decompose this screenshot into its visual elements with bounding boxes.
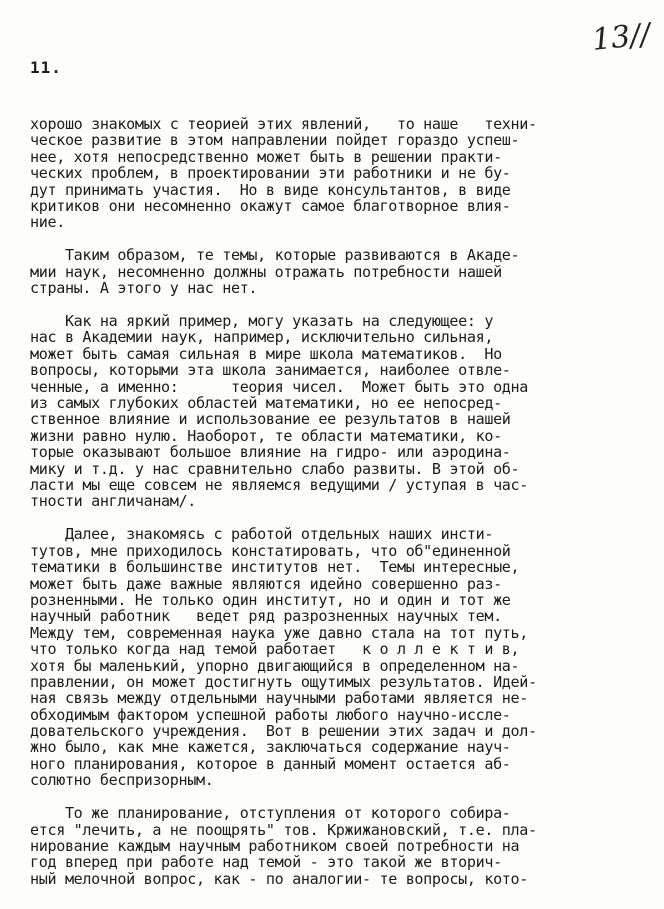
text-line: нирование каждым научным работником своей потребности на [30, 837, 520, 855]
text-line: ние. [30, 213, 65, 232]
text-line: хорошо знакомых с теорией этих явлений, то наше техни- [30, 115, 537, 133]
text-line: ченные, а именно: теория чисел. Может быть это одна [30, 377, 529, 396]
text-line: ный мелочной вопрос, как - по аналогии- те вопросы, кото- [30, 869, 529, 888]
paragraph [30, 116, 644, 231]
text-line: может быть самая сильная в мире школа математиков. Но [30, 344, 502, 363]
text-line: довательского учреждения. Вот в решении этих задач и дол- [30, 722, 537, 741]
text-line: нас в Академии наук, например, исключительно сильная, [30, 328, 494, 347]
text-line: страны. А этого у нас нет. [30, 279, 258, 298]
text-line: розненными. Не только один институт, но и один и тот же [30, 590, 511, 609]
text-line: тематики в большинстве институтов нет. Темы интересные, [30, 558, 520, 577]
text-line: ется "лечить, а не поощрять" тов. Кржижановский, т.е. пла- [30, 820, 537, 839]
text-line: жизни равно нулю. Наоборот, те области математики, ко- [30, 426, 502, 445]
document-body [30, 116, 644, 887]
text-line: может быть даже важные являются идейно совершенно раз- [30, 574, 502, 593]
text-line: То же планирование, отступления от которого собира- [30, 804, 511, 823]
text-line: Как на яркий пример, могу указать на следующее: у [30, 312, 494, 331]
text-line: Между тем, современная наука уже давно стала на тот путь, [30, 623, 529, 642]
text-line: вопросы, которыми эта школа занимается, наиболее отвле- [30, 361, 511, 380]
text-line: ственное влияние и использование ее результатов в нашей [30, 410, 511, 429]
text-line: торые оказывают большое влияние на гидро- или аэродина- [30, 443, 511, 462]
paragraph [30, 313, 644, 510]
text-line: научный работник ведет ряд разрозненных научных тем. [30, 607, 502, 626]
text-line: из самых глубоких областей математики, но ее непосред- [30, 394, 502, 413]
text-line: критиков они несомненно окажут самое благотворное влия- [30, 196, 511, 215]
text-line: жно было, как мне кажется, заключаться содержание науч- [30, 738, 511, 757]
text-line: мии наук, несомненно должны отражать потребности нашей [30, 262, 502, 281]
text-line: год вперед при работе над темой - это такой же вторич- [30, 853, 502, 872]
paragraph [30, 805, 644, 887]
text-line: ная связь между отдельными научными работами является не- [30, 689, 529, 708]
text-line: ческих проблем, в проектировании эти работники и не бу- [30, 164, 511, 183]
text-line: ласти мы еще совсем не являемся ведущими / уступая в час- [30, 476, 529, 494]
page-number: 11. [30, 58, 62, 77]
text-line: тности англичанам/. [30, 492, 197, 511]
text-line: Далее, знакомясь с работой отдельных наших инсти- [30, 525, 494, 544]
text-line: обходимым фактором успешной работы любого научно-иссле- [30, 705, 511, 724]
text-line: хотя бы маленький, упорно двигающийся в определенном на- [30, 656, 520, 675]
text-line: ческое развитие в этом направлении пойдет гораздо успеш- [30, 131, 520, 150]
text-line: что только когда над темой работает к о л л е к т и в, [30, 640, 520, 659]
text-line: тутов, мне приходилось констатировать, что об"единенной [30, 541, 511, 560]
text-line: нее, хотя непосредственно может быть в решении практи- [30, 147, 502, 166]
text-line: мику и т.д. у нас сравнительно слабо развиты. В этой об- [30, 459, 520, 478]
text-line: солютно беспризорным. [30, 771, 214, 790]
text-line: дут принимать участия. Но в виде консультантов, в виде [30, 180, 511, 199]
paragraph [30, 247, 644, 296]
paragraph [30, 526, 644, 788]
archive-handwritten-mark: 13// [590, 17, 653, 58]
text-line: Таким образом, те темы, которые развиваются в Акаде- [30, 246, 520, 265]
text-line: правлении, он может достигнуть ощутимых результатов. Идей- [30, 672, 537, 691]
text-line: ного планирования, которое в данный момент остается аб- [30, 754, 511, 773]
